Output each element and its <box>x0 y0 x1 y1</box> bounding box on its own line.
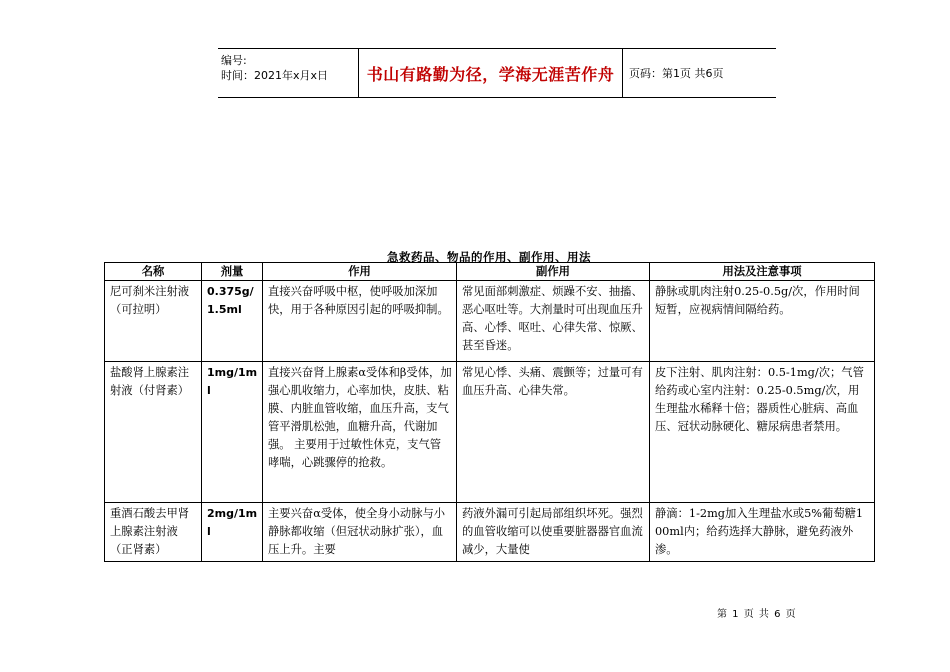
drug-usage: 静滴：1-2mg加入生理盐水或5%葡萄糖100ml内；给药选择大静脉，避免药液外渗。 <box>650 503 875 562</box>
drug-name: 盐酸肾上腺素注射液（付肾素） <box>105 362 202 503</box>
drug-side-effect: 常见心悸、头痛、震颤等；过量可有血压升高、心律失常。 <box>457 362 650 503</box>
header-page-number: 页码：第1页 共6页 <box>629 67 724 80</box>
drug-name: 重酒石酸去甲肾上腺素注射液（正肾素） <box>105 503 202 562</box>
column-header-usage: 用法及注意事项 <box>650 263 875 281</box>
column-header-effect: 作用 <box>263 263 457 281</box>
column-header-dose: 剂量 <box>202 263 263 281</box>
header-meta <box>218 49 358 97</box>
table-row <box>105 503 875 562</box>
drug-side-effect: 常见面部刺激症、烦躁不安、抽搐、恶心呕吐等。大剂量时可出现血压升高、心悸、呕吐、心律失常、惊厥、甚至昏迷。 <box>457 281 650 362</box>
table-row <box>105 281 875 362</box>
table-header-row <box>105 263 875 281</box>
drug-usage: 静脉或肌肉注射0.25-0.5g/次，作用时间短暂，应视病情间隔给药。 <box>650 281 875 362</box>
drug-side-effect: 药液外漏可引起局部组织坏死。强烈的血管收缩可以使重要脏器器官血流减少，大量使 <box>457 503 650 562</box>
drug-table <box>104 262 875 562</box>
document-header <box>218 48 776 98</box>
header-motto: 书山有路勤为径，学海无涯苦作舟 <box>358 49 623 97</box>
drug-dose: 1mg/1ml <box>202 362 263 503</box>
document-number-label: 编号: <box>221 54 247 67</box>
table-title: 急救药品、物品的作用、副作用、用法 <box>387 250 591 264</box>
page-footer: 第 1 页 共 6 页 <box>717 609 797 620</box>
drug-dose: 2mg/1ml <box>202 503 263 562</box>
drug-effect: 主要兴奋α受体，使全身小动脉与小静脉都收缩（但冠状动脉扩张），血压上升。主要 <box>263 503 457 562</box>
drug-usage: 皮下注射、肌肉注射：0.5-1mg/次；气管给药或心室内注射：0.25-0.5mg/次，用生理盐水稀释十倍；器质性心脏病、高血压、冠状动脉硬化、糖尿病患者禁用。 <box>650 362 875 503</box>
drug-dose: 0.375g/1.5ml <box>202 281 263 362</box>
column-header-side-effect: 副作用 <box>457 263 650 281</box>
table-row <box>105 362 875 503</box>
drug-effect: 直接兴奋肾上腺素α受体和β受体，加强心肌收缩力，心率加快，皮肤、粘膜、内脏血管收缩，血压升高，支气管平滑肌松弛，血糖升高，代谢加强。 主要用于过敏性休克，支气管哮喘，心跳骤停的抢救。 <box>263 362 457 503</box>
drug-effect: 直接兴奋呼吸中枢，使呼吸加深加快，用于各种原因引起的呼吸抑制。 <box>263 281 457 362</box>
drug-name: 尼可刹米注射液（可拉明） <box>105 281 202 362</box>
document-time: 时间：2021年x月x日 <box>221 69 329 82</box>
column-header-name: 名称 <box>105 263 202 281</box>
